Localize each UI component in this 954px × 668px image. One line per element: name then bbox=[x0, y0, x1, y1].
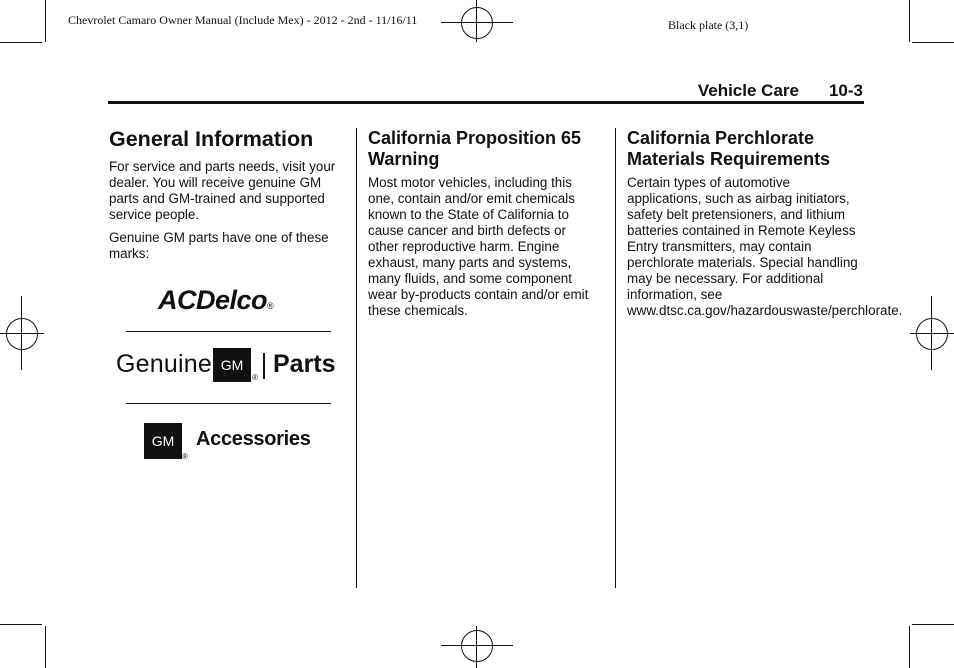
registration-mark bbox=[441, 645, 513, 646]
crop-mark bbox=[909, 626, 910, 668]
column-prop65 bbox=[368, 128, 600, 326]
gm-accessories-logo bbox=[144, 423, 319, 463]
logo-bar bbox=[263, 353, 265, 379]
column-divider bbox=[356, 128, 357, 588]
registration-mark bbox=[0, 333, 44, 334]
section-heading: General Information bbox=[109, 127, 314, 151]
paragraph: Most motor vehicles, including this one, contain and/or emit chemicals known to the State of California to cause cancer and birth defects or other reproductive harm. Engine exhaust, many parts and systems, many fluids, and some component wear by-products contain and/or emit these chemicals. bbox=[368, 175, 589, 318]
column-divider bbox=[615, 128, 616, 588]
paragraph: Certain types of automotive applications, such as airbag initiators, safety belt pretensioners, and lithium batteries contained in Remote Keyless Entry transmitters, may contain perchlorate materials. Special handling may be necessary. For additional information, see www.dtsc.ca.gov/hazardouswaste/perchlorate. bbox=[627, 175, 903, 318]
section-title: Vehicle Care bbox=[697, 81, 799, 100]
registration-mark bbox=[476, 0, 477, 42]
registration-mark bbox=[441, 22, 513, 23]
gm-badge bbox=[144, 423, 182, 459]
plate-label: Black plate (3,1) bbox=[668, 18, 749, 32]
registered-mark: ® bbox=[252, 373, 258, 382]
acdelco-wordmark: ACDelco bbox=[158, 285, 268, 315]
registration-mark bbox=[910, 333, 954, 334]
page-number: 10-3 bbox=[828, 81, 863, 100]
gm-badge-label: GM bbox=[151, 433, 175, 449]
gm-badge bbox=[213, 348, 251, 382]
paragraph: Genuine GM parts have one of these marks: bbox=[109, 229, 329, 261]
genuine-gm-parts-logo bbox=[116, 348, 338, 384]
logo-divider bbox=[126, 331, 331, 332]
column-perchlorate bbox=[627, 128, 903, 326]
acdelco-logo bbox=[158, 285, 274, 316]
header-rule bbox=[108, 101, 864, 104]
registered-mark: ® bbox=[267, 301, 274, 311]
logo-divider bbox=[126, 403, 331, 404]
running-head bbox=[698, 81, 863, 101]
column-general-information bbox=[109, 128, 337, 269]
registration-mark bbox=[916, 318, 948, 350]
registration-mark bbox=[461, 630, 493, 662]
print-slug: Chevrolet Camaro Owner Manual (Include Mex) - 2012 - 2nd - 11/16/11 bbox=[68, 13, 418, 27]
crop-mark bbox=[45, 0, 46, 42]
crop-mark bbox=[912, 42, 954, 43]
registered-mark: ® bbox=[182, 452, 188, 461]
parts-wordmark: Parts bbox=[273, 350, 336, 378]
genuine-wordmark: Genuine bbox=[116, 350, 212, 378]
accessories-wordmark: Accessories bbox=[196, 428, 311, 450]
crop-mark bbox=[909, 0, 910, 42]
section-heading: California Proposition 65 Warning bbox=[368, 128, 582, 169]
paragraph: For service and parts needs, visit your dealer. You will receive genuine GM parts and GM-trained and supported service people. bbox=[109, 158, 336, 222]
registration-mark bbox=[461, 7, 493, 39]
crop-mark bbox=[0, 42, 42, 43]
registration-mark bbox=[6, 318, 38, 350]
crop-mark bbox=[912, 624, 954, 625]
section-heading: California Perchlorate Materials Requirements bbox=[627, 128, 831, 169]
gm-badge-label: GM bbox=[220, 357, 244, 373]
crop-mark bbox=[45, 626, 46, 668]
crop-mark bbox=[0, 624, 42, 625]
registration-mark bbox=[476, 626, 477, 668]
